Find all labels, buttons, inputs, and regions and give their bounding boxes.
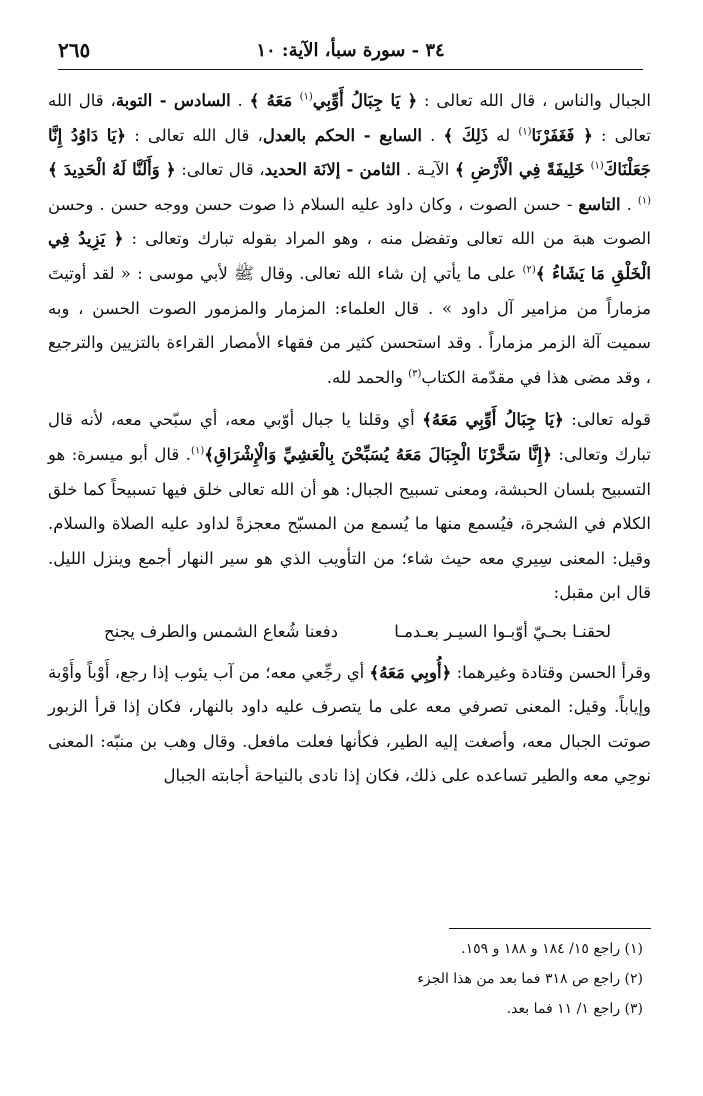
text-run: ، قال تعالى:: [175, 160, 265, 180]
verse-hemistich-first: لحقنـا بحـيّ أوّبـوا السيـر بعـدمـا: [394, 621, 611, 641]
footnote: (١) راجع ١٥/ ١٨٤ و ١٨٨ و ١٥٩.: [461, 941, 643, 957]
page-number: ٢٦٥: [58, 38, 91, 62]
text-run: . قال أبو ميسرة: هو التسبيح بلسان الحبشة، ومعنى تسبيح الجبال: هو أن الله تعالى خلق فيها تسبيحاً كما خلق الكلام في الشجرة، فيُسمع منها ما يُسمع من المسبّح معجزةً لداود عليه الصلاة والسلام. وقيل: المعنى سِيري معه حيث شاء؛ من التأويب الذي هو سير النهار أجمع وينزل الليل. قال ابن مقبل:: [48, 444, 651, 603]
poetry-verse: [48, 615, 651, 650]
text-run: ، قال الله تعالى :: [48, 91, 651, 145]
footnote-ref: (٢): [522, 264, 536, 276]
quran-quote: ﴿أُوبِي مَعَهُ﴾: [369, 662, 452, 682]
text-run: .: [620, 194, 638, 214]
text-run: أي وقلنا يا جبال أوّبي معه، أي سبّحي معه، لأنه قال تبارك وتعالى:: [48, 410, 651, 464]
text-run: ، قال الله تعالى :: [126, 125, 263, 145]
section-term: السادس - التوبة: [115, 91, 231, 110]
paragraph-1: [48, 84, 651, 395]
text-run: على ما يأتي إن شاء الله تعالى. وقال ﷺ لأبي موسى : « لقد أوتيتَ مزماراً من مزامير آل داود » . قال العلماء: المزمار والمزمور الصوت الحسن ، وبه سميت آلة الزمر مزماراً . وقد استحسن كثير من فقهاء الأمصار القراءة بالتزيين والترجيع ، وقد مضى هذا في مقدّمة الكتاب: [48, 263, 651, 387]
footnote: (٣) راجع ١/ ١١ فما بعد.: [506, 1001, 643, 1017]
running-title: ٣٤ - سورة سبأ، الآية: ١٠: [256, 40, 445, 61]
quran-quote: خَلِيفَةً فِي الْأَرْضِ ﴾: [454, 160, 591, 180]
text-run: الجبال والناس ، قال الله تعالى :: [417, 91, 651, 110]
footnote-ref: (١): [299, 91, 313, 103]
text-run: .: [422, 125, 444, 145]
page-header: [58, 36, 643, 70]
text-run: الآيـة .: [400, 160, 455, 180]
quran-quote: ﴿إِنَّا سَخَّرْنَا الْجِبَالَ مَعَهُ يُسَبِّحْنَ بِالْعَشِيِّ وَالْإِشْرَاقِ﴾: [204, 444, 552, 464]
footnote-ref: (١): [191, 445, 205, 457]
verse-hemistich-second: دفعنا شُعاع الشمس والطرف يجنح: [104, 621, 338, 641]
header-rule: [58, 69, 643, 70]
footnote-ref: (١): [637, 195, 651, 207]
footnote: (٢) راجع ص ٣١٨ فما بعد من هذا الجزء: [417, 971, 643, 987]
quran-quote: ﴿ يَا جِبَالُ أَوِّبِي: [312, 91, 418, 110]
body-text: [48, 84, 651, 794]
footnote-ref: (١): [518, 126, 532, 138]
section-term: الثامن - إلانَة الحديد: [264, 160, 401, 180]
text-run: أي رجِّعي معه؛ من آب يئوب إذا رجع، أَوْباً وأَوْبة وإياباً. وقيل: المعنى تصرفي معه على ما يتصرف عليه داود بالنهار، فكان إذا قرأ الزبور صوتت الجبال معه، وأصغت إليه الطير، فكأنها فعلت مافعل. وقال وهب بن منبّه: المعنى نوحِي معه والطير تساعده على ذلك، فكان إذا نادى بالنياحة أجابته الجبال: [48, 662, 651, 786]
quran-quote: ﴿يَا جِبَالُ أَوِّبِي مَعَهُ﴾: [422, 410, 564, 430]
paragraph-3: [48, 656, 651, 794]
quran-quote: ﴿ وَأَلَنَّا لَهُ الْحَدِيدَ ﴾: [48, 160, 176, 180]
text-run: وقرأ الحسن وقتادة وغيرهما:: [451, 662, 651, 682]
text-run: .: [230, 91, 250, 110]
text-run: والحمد لله.: [326, 367, 409, 387]
footnote-ref: (١): [590, 160, 604, 172]
text-run: - حسن الصوت ، وكان داود عليه السلام ذا صوت حسن ووجه حسن . وحسن الصوت هبة من الله تعالى وتفضل منه ، وهو المراد بقوله تبارك وتعالى :: [48, 194, 651, 249]
quran-quote: مَعَهُ ﴾: [249, 91, 300, 110]
footnotes: [48, 934, 643, 1024]
paragraph-2: [48, 403, 651, 611]
quran-quote: ﴿ فَغَفَرْنَا: [531, 125, 593, 145]
section-term: السابع - الحكم بالعدل: [262, 125, 422, 145]
footnote-separator: [449, 928, 651, 929]
quran-quote: ﴿ يَزِيدُ فِي الْخَلْقِ مَا يَشَاءُ ﴾: [48, 229, 651, 283]
quran-quote: ذَلِكَ ﴾: [443, 125, 489, 145]
section-term: التاسع: [578, 194, 621, 214]
text-run: قوله تعالى:: [563, 410, 651, 430]
footnote-ref: (٣): [408, 368, 422, 380]
text-run: له: [488, 125, 519, 145]
quran-quote: ﴿يَا دَاوُدُ إِنَّا جَعَلْنَاكَ: [48, 125, 652, 180]
